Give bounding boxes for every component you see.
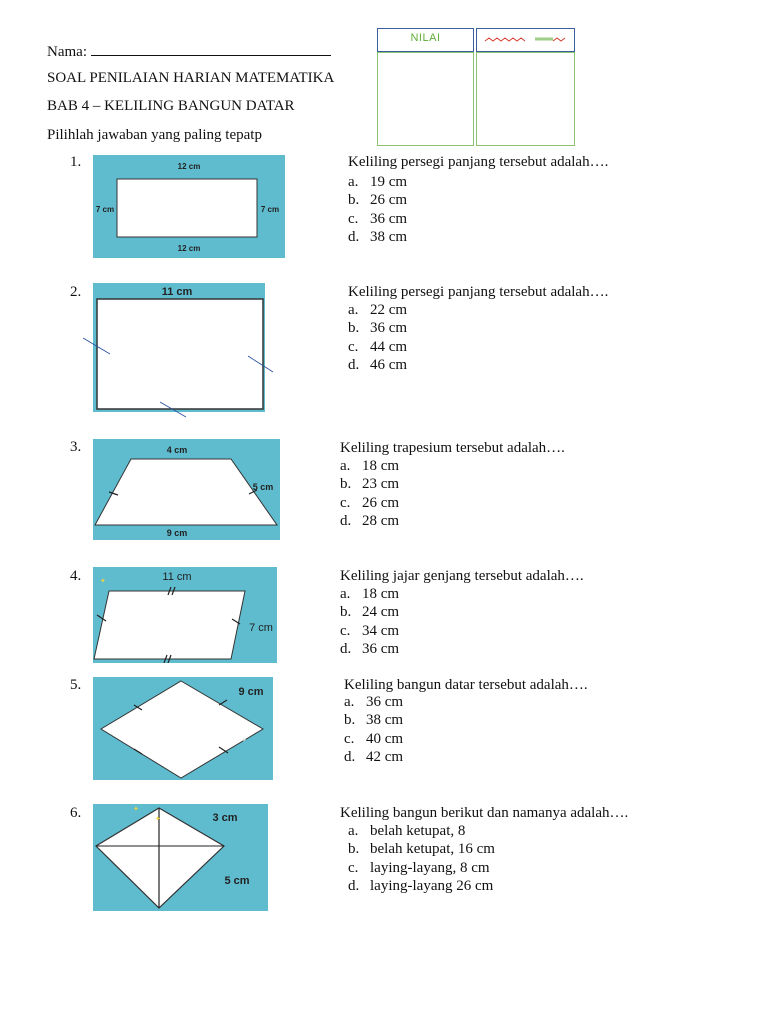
option[interactable] [348,338,407,356]
option-text: laying-layang, 8 cm [370,859,490,876]
option-text: 36 cm [366,694,404,710]
option[interactable] [348,301,407,319]
option-text: 19 cm [370,174,408,190]
name-underline[interactable] [91,42,331,56]
rectangle-figure [93,155,285,258]
option-text: 24 cm [362,604,400,621]
option[interactable] [340,475,399,493]
option-letter: a. [340,586,351,602]
option-letter: c. [340,622,351,639]
option-text: 28 cm [362,512,400,529]
question-5-number: 5. [70,677,82,693]
q3-label-top: 4 cm [166,445,188,455]
question-2-number: 2. [70,284,82,300]
option[interactable] [340,457,399,475]
option-letter: b. [348,320,360,337]
option-letter: b. [340,476,352,493]
rectangle-figure [93,283,273,412]
name-field [47,42,331,61]
option[interactable] [344,693,403,711]
question-4-number: 4. [70,568,82,584]
q1-label-left: 7 cm [95,205,115,214]
kite-figure [93,804,268,911]
option[interactable] [340,512,399,530]
option[interactable] [348,210,407,228]
option-text: 26 cm [370,192,408,209]
option-text: belah ketupat, 8 [370,823,466,839]
score-value-cell[interactable] [377,52,474,146]
option-text: belah ketupat, 16 cm [370,841,495,858]
option-text: 23 cm [362,476,400,493]
option-letter: b. [348,841,360,858]
option-text: 22 cm [370,302,408,318]
option-letter: c. [344,730,355,747]
option[interactable] [340,494,399,512]
star-icon: ✦ [133,805,139,813]
option-text: 36 cm [370,210,408,227]
question-6-number: 6. [70,805,82,821]
question-3-options [340,457,399,530]
option-text: 44 cm [370,338,408,355]
question-1-options [348,173,407,246]
q3-label-side: 5 cm [252,482,274,492]
chapter-title: BAB 4 – KELILING BANGUN DATAR [47,98,295,114]
option-letter: b. [340,604,352,621]
option[interactable] [340,603,399,621]
q5-label-side: 9 cm [238,686,264,698]
option[interactable] [340,585,399,603]
option-letter: c. [348,859,359,876]
option-letter: a. [348,174,359,190]
option-text: 42 cm [366,748,404,765]
question-3-figure [93,439,280,540]
option[interactable] [348,356,407,374]
signature-value-cell[interactable] [476,52,575,146]
option[interactable] [344,711,403,729]
sparkle-icon: ✦ [241,736,247,744]
option[interactable] [348,859,495,877]
option-letter: a. [340,458,351,474]
option-letter: d. [340,640,352,657]
option-text: 38 cm [370,228,408,245]
question-5-figure [93,677,273,780]
score-label: NILAI [410,32,441,44]
question-5-text: Keliling bangun datar tersebut adalah…. [344,677,588,693]
q1-label-top: 12 cm [177,162,201,171]
option-letter: a. [348,823,359,839]
rhombus-figure [93,677,273,780]
option-text: 38 cm [366,712,404,729]
option[interactable] [348,173,407,191]
question-1-text: Keliling persegi panjang tersebut adalah…. [348,154,609,170]
option-letter: c. [340,494,351,511]
question-4-figure [93,567,277,663]
option[interactable] [344,730,403,748]
question-1-figure [93,155,285,258]
option-letter: d. [340,512,352,529]
option-letter: b. [344,712,356,729]
question-2-text: Keliling persegi panjang tersebut adalah…. [348,284,609,300]
question-1-number: 1. [70,154,82,170]
q1-label-right: 7 cm [260,205,280,214]
question-4-text: Keliling jajar genjang tersebut adalah…. [340,568,584,584]
option-text: 34 cm [362,622,400,639]
q3-label-bottom: 9 cm [166,528,188,538]
option-text: 36 cm [370,320,408,337]
parallelogram-figure [93,567,277,663]
option-text: laying-layang 26 cm [370,877,494,894]
signature-scribble [481,31,571,47]
q2-label-top: 11 cm [161,286,193,298]
option-text: 26 cm [362,494,400,511]
score-box [377,28,575,146]
question-5-options [344,693,403,766]
option-text: 40 cm [366,730,404,747]
star-icon: ✦ [100,577,106,585]
question-3-number: 3. [70,439,82,455]
question-6-options [348,822,495,895]
option-text: 46 cm [370,356,408,373]
option[interactable] [348,191,407,209]
option[interactable] [348,228,407,246]
trapezoid-figure [93,439,280,540]
option[interactable] [340,622,399,640]
question-3-text: Keliling trapesium tersebut adalah…. [340,440,565,456]
option-text: 18 cm [362,586,400,602]
question-2-figure [93,283,265,412]
option[interactable] [340,640,399,658]
question-2-options [348,301,407,374]
option-letter: a. [348,302,359,318]
q4-label-top: 11 cm [162,571,192,583]
question-6-figure [93,804,268,911]
page-title: SOAL PENILAIAN HARIAN MATEMATIKA [47,70,335,86]
option-letter: c. [348,210,359,227]
q1-label-bottom: 12 cm [177,244,201,253]
option-letter: c. [348,338,359,355]
question-4-options [340,585,399,658]
option[interactable] [348,319,407,337]
option-letter: a. [344,694,355,710]
option-letter: d. [348,356,360,373]
q6-label-lower: 5 cm [224,875,250,887]
question-6-text: Keliling bangun berikut dan namanya adalah…. [340,805,629,821]
star-icon: ✦ [155,815,161,823]
instruction-text: Pilihlah jawaban yang paling tepatp [47,127,262,143]
option-text: 18 cm [362,458,400,474]
option-letter: d. [344,748,356,765]
option[interactable] [348,822,495,840]
option[interactable] [344,748,403,766]
option[interactable] [348,840,495,858]
option[interactable] [348,877,495,895]
option-letter: d. [348,228,360,245]
q4-label-side: 7 cm [249,622,273,634]
name-label: Nama: [47,44,87,60]
option-letter: b. [348,192,360,209]
q6-label-upper: 3 cm [212,812,238,824]
option-letter: d. [348,877,360,894]
option-text: 36 cm [362,640,400,657]
